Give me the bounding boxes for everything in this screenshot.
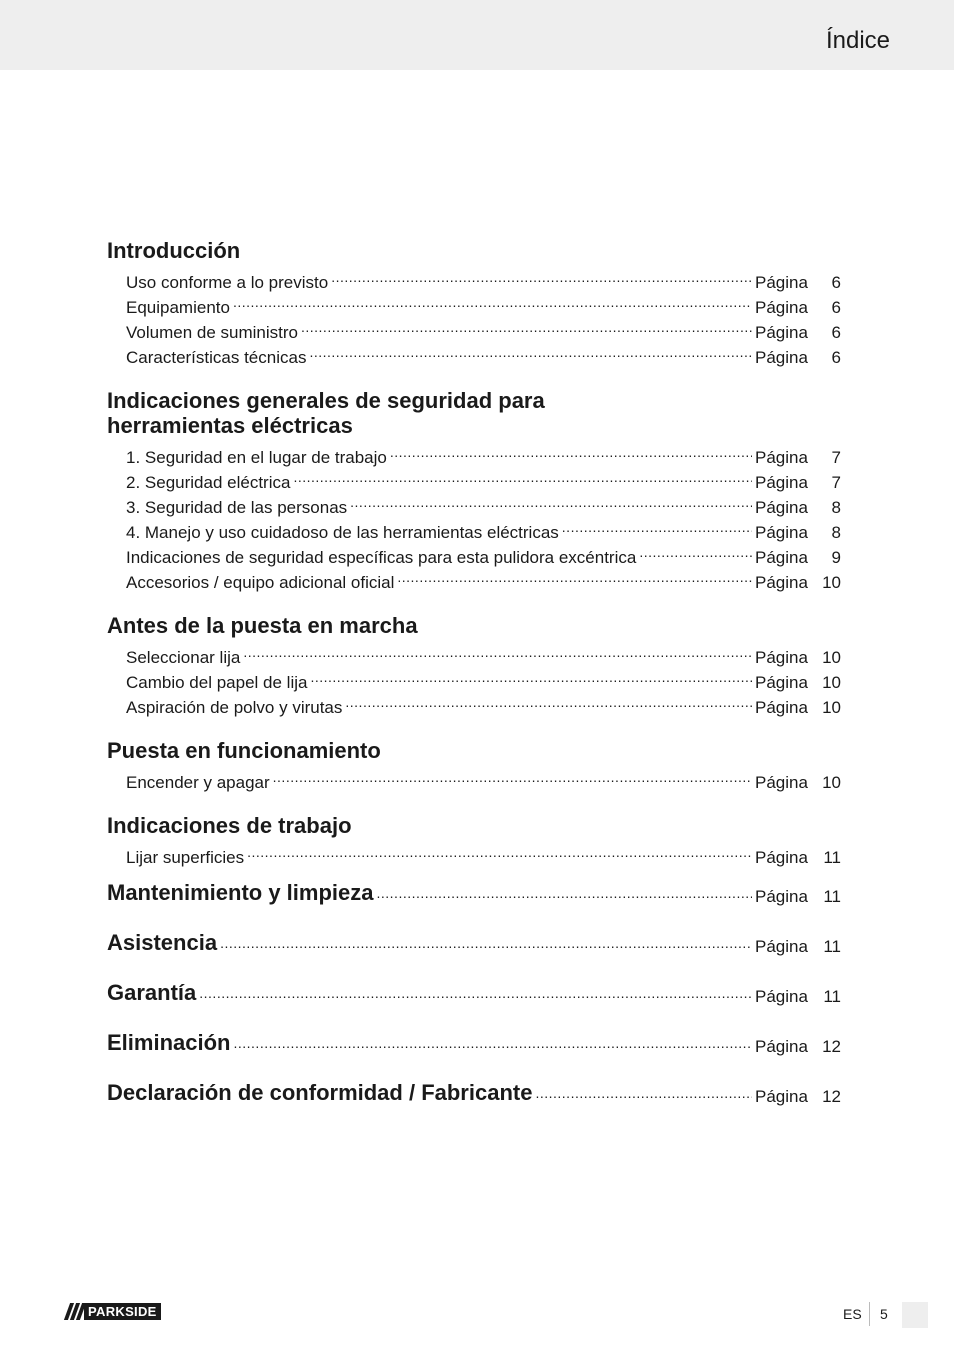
toc-section <box>107 613 841 717</box>
entry-label: Lijar superficies <box>126 848 245 867</box>
entry-page-number: 10 <box>822 698 841 717</box>
page-word: Página <box>755 987 808 1006</box>
entry-label: Características técnicas <box>126 348 307 367</box>
toc-section <box>107 388 841 592</box>
dot-leader <box>350 488 752 513</box>
entry-page-number: 6 <box>831 323 841 342</box>
entry-page-number: 10 <box>822 673 841 692</box>
page-word: Página <box>755 498 808 517</box>
entry-page-number: 10 <box>822 773 841 792</box>
dot-leader <box>377 875 753 900</box>
toc-sections <box>107 238 841 867</box>
headline-label: Garantía <box>107 980 197 1005</box>
headline-page-number: 11 <box>823 887 841 906</box>
section-title: Introducción <box>107 238 241 263</box>
entry-label: Aspiración de polvo y virutas <box>126 698 343 717</box>
toc-headline-entry <box>107 1013 841 1063</box>
toc-section <box>107 813 841 867</box>
entry-page-number: 10 <box>822 648 841 667</box>
toc-entry <box>107 638 841 667</box>
section-title: Puesta en funcionamiento <box>107 738 381 763</box>
dot-leader <box>639 538 752 563</box>
dot-leader <box>247 838 752 863</box>
page-word: Página <box>755 937 808 956</box>
dot-leader <box>390 438 752 463</box>
entry-label: Encender y apagar <box>126 773 270 792</box>
headline-page-number: 12 <box>822 1037 841 1056</box>
entry-label: Uso conforme a lo previsto <box>126 273 329 292</box>
headline-page-number: 12 <box>822 1087 841 1106</box>
toc-headline-entry <box>107 913 841 963</box>
entry-page-number: 8 <box>831 498 841 517</box>
toc-headline-entries <box>107 863 841 1113</box>
page-word: Página <box>755 473 808 492</box>
page-word: Página <box>755 1037 808 1056</box>
entry-label: Accesorios / equipo adicional oficial <box>126 573 395 592</box>
entry-label: 1. Seguridad en el lugar de trabajo <box>126 448 387 467</box>
entry-page-number: 7 <box>831 448 841 467</box>
toc-section <box>107 738 841 792</box>
page-word: Página <box>755 448 808 467</box>
dot-leader <box>345 688 752 713</box>
dot-leader <box>293 463 752 488</box>
entry-label: 4. Manejo y uso cuidadoso de las herramientas eléctricas <box>126 523 559 542</box>
page-word: Página <box>755 523 808 542</box>
footer-divider <box>869 1302 870 1326</box>
table-of-contents <box>107 238 841 1113</box>
entry-label: 3. Seguridad de las personas <box>126 498 348 517</box>
toc-entry <box>107 438 841 467</box>
toc-entry <box>107 838 841 867</box>
entry-page-number: 10 <box>822 573 841 592</box>
entry-page-number: 8 <box>831 523 841 542</box>
dot-leader <box>331 263 752 288</box>
dot-leader <box>301 313 752 338</box>
toc-headline-entry <box>107 863 841 913</box>
page-word: Página <box>755 1087 808 1106</box>
dot-leader <box>310 663 752 688</box>
section-title: Indicaciones generales de seguridad para herramientas eléctricas <box>107 388 545 438</box>
entry-page-number: 9 <box>831 548 841 567</box>
headline-label: Declaración de conformidad / Fabricante <box>107 1080 533 1105</box>
entry-label: Equipamiento <box>126 298 230 317</box>
page-word: Página <box>755 848 808 867</box>
dot-leader <box>233 288 752 313</box>
page-word: Página <box>755 673 808 692</box>
entry-page-number: 6 <box>831 273 841 292</box>
page-number: 5 <box>880 1306 888 1322</box>
dot-leader <box>535 1075 752 1100</box>
language-code: ES <box>843 1306 862 1322</box>
toc-entry <box>107 763 841 792</box>
headline-label: Asistencia <box>107 930 218 955</box>
headline-page-number: 11 <box>823 937 841 956</box>
entry-label: Volumen de suministro <box>126 323 298 342</box>
page-word: Página <box>755 323 808 342</box>
logo-stripes-icon <box>64 1303 84 1320</box>
page-word: Página <box>755 548 808 567</box>
dot-leader <box>243 638 752 663</box>
dot-leader <box>397 563 752 588</box>
section-title: Antes de la puesta en marcha <box>107 613 418 638</box>
page-word: Página <box>755 648 808 667</box>
entry-page-number: 6 <box>831 348 841 367</box>
toc-section <box>107 238 841 367</box>
entry-page-number: 7 <box>831 473 841 492</box>
page-word: Página <box>755 698 808 717</box>
footer-tab-marker <box>902 1302 928 1328</box>
headline-label: Mantenimiento y limpieza <box>107 880 374 905</box>
entry-label: Indicaciones de seguridad específicas para esta pulidora excéntrica <box>126 548 637 567</box>
parkside-logo <box>64 1303 176 1320</box>
page-word: Página <box>755 887 808 906</box>
page-word: Página <box>755 348 808 367</box>
header-band <box>0 0 954 70</box>
dot-leader <box>220 925 752 950</box>
toc-headline-entry <box>107 1063 841 1113</box>
page-word: Página <box>755 298 808 317</box>
page-word: Página <box>755 773 808 792</box>
dot-leader <box>309 338 752 363</box>
section-title: Indicaciones de trabajo <box>107 813 352 838</box>
toc-entry <box>107 263 841 292</box>
brand-name: PARKSIDE <box>84 1303 161 1320</box>
page-title: Índice <box>825 27 890 54</box>
entry-label: 2. Seguridad eléctrica <box>126 473 291 492</box>
dot-leader <box>199 975 752 1000</box>
dot-leader <box>233 1025 752 1050</box>
page-word: Página <box>755 573 808 592</box>
headline-page-number: 11 <box>823 987 841 1006</box>
entry-page-number: 11 <box>823 848 841 867</box>
headline-label: Eliminación <box>107 1030 231 1055</box>
dot-leader <box>562 513 752 538</box>
entry-page-number: 6 <box>831 298 841 317</box>
toc-headline-entry <box>107 963 841 1013</box>
entry-label: Seleccionar lija <box>126 648 241 667</box>
entry-label: Cambio del papel de lija <box>126 673 308 692</box>
dot-leader <box>273 763 752 788</box>
page-word: Página <box>755 273 808 292</box>
